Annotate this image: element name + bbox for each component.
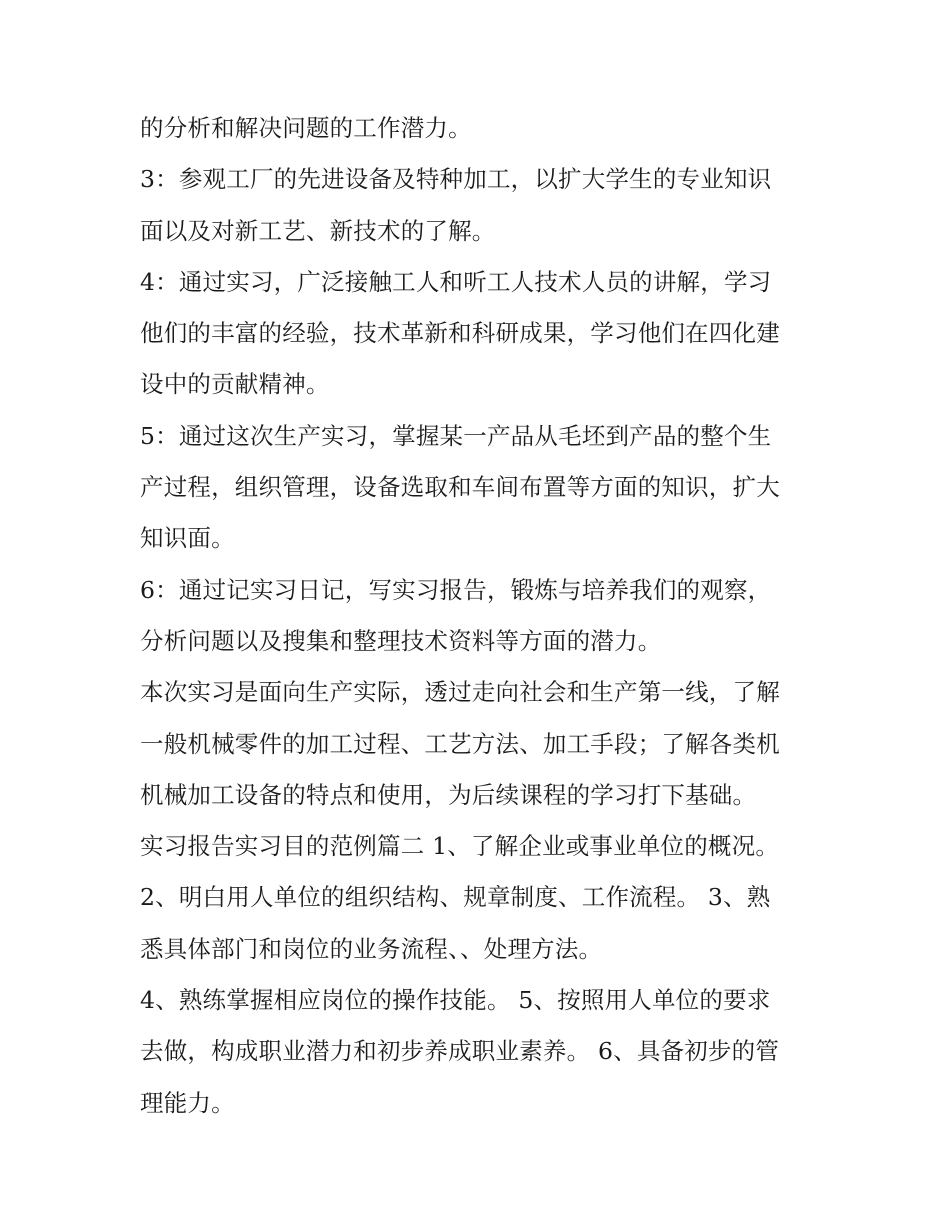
text-line: 的分析和解决问题的工作潜力。: [140, 114, 472, 142]
text-line: 2、明白用人单位的组织结构、规章制度、工作流程。 3、熟: [140, 883, 771, 912]
document-body: [140, 103, 820, 1129]
text-line: 5：通过这次生产实习，掌握某一产品从毛坯到产品的整个生: [140, 421, 772, 450]
text-line: 6：通过记实习日记，写实习报告，锻炼与培养我们的观察，: [140, 575, 772, 604]
text-line: 实习报告实习目的范例篇二 1、了解企业或事业单位的概况。: [140, 832, 780, 861]
text-line: 3：参观工厂的先进设备及特种加工，以扩大学生的专业知识: [140, 165, 772, 194]
text-line: 4、熟练掌握相应岗位的操作技能。 5、按照用人单位的要求: [140, 986, 771, 1015]
text-line: 去做，构成职业潜力和初步养成职业素养。 6、具备初步的管: [140, 1037, 780, 1066]
text-line: 面以及对新工艺、新技术的了解。: [140, 216, 496, 245]
text-line: 悉具体部门和岗位的业务流程、、处理方法。: [140, 934, 603, 963]
text-line: 他们的丰富的经验，技术革新和科研成果，学习他们在四化建: [140, 319, 780, 348]
text-line: 知识面。: [140, 524, 235, 553]
text-line: 产过程，组织管理，设备选取和车间布置等方面的知识，扩大: [140, 473, 780, 502]
text-line: 一般机械零件的加工过程、工艺方法、加工手段；了解各类机: [140, 729, 780, 758]
text-line: 机械加工设备的特点和使用，为后续课程的学习打下基础。: [140, 780, 757, 809]
text-line: 4：通过实习，广泛接触工人和听工人技术人员的讲解，学习: [140, 267, 772, 296]
text-line: 理能力。: [140, 1088, 235, 1117]
text-line: 本次实习是面向生产实际，透过走向社会和生产第一线，了解: [140, 678, 780, 707]
text-line: 分析问题以及搜集和整理技术资料等方面的潜力。: [140, 626, 662, 655]
text-line: 设中的贡献精神。: [140, 370, 330, 399]
